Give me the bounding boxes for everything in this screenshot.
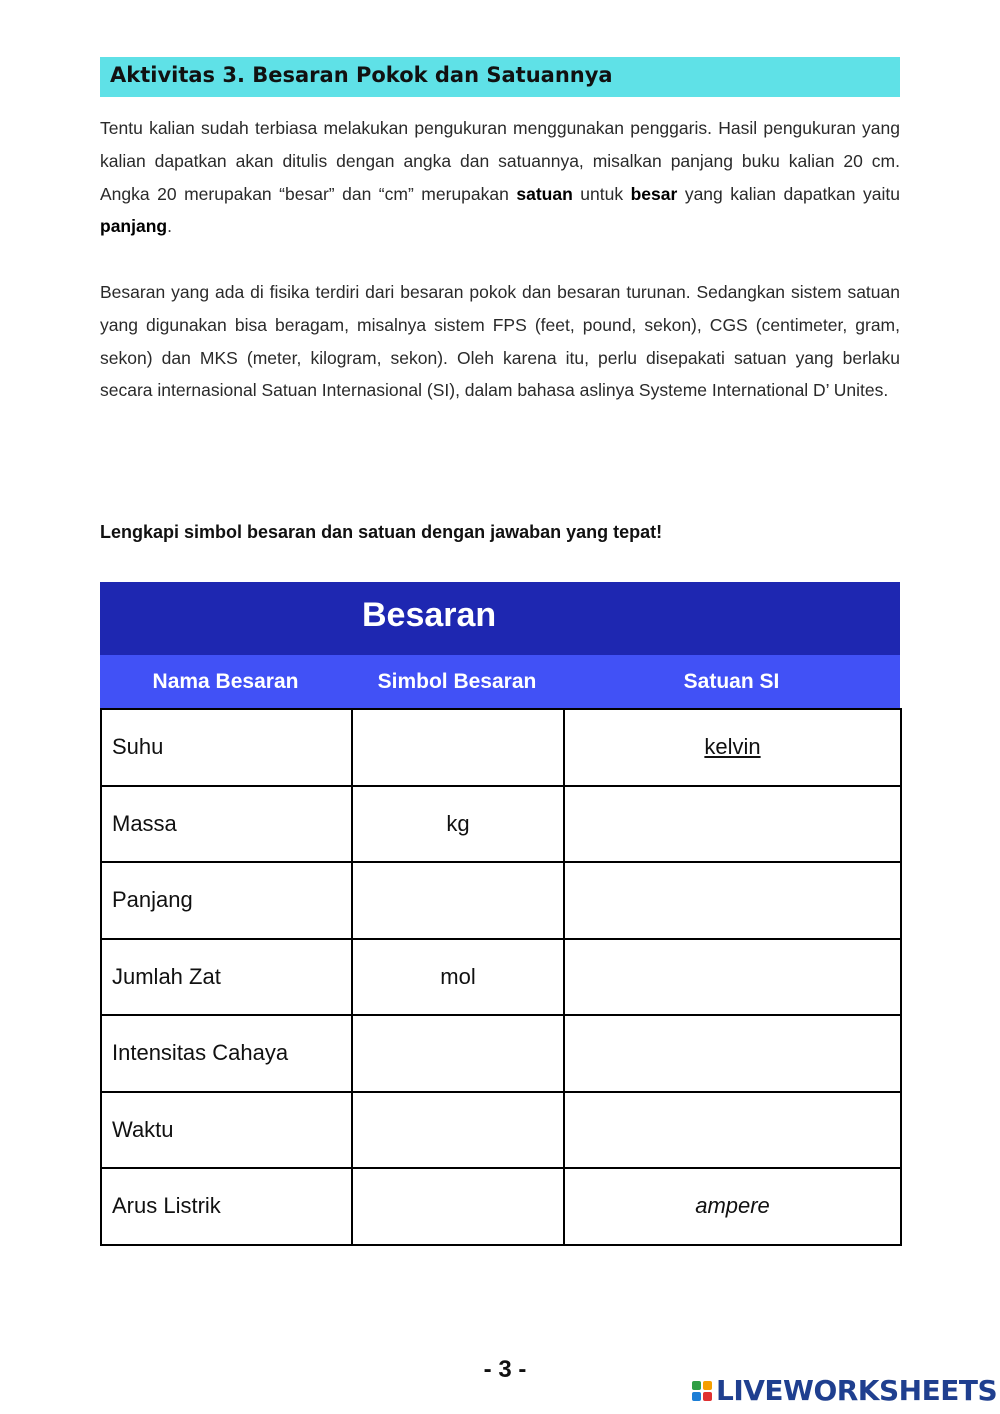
cell-name: Panjang [101, 862, 352, 939]
table-row [101, 786, 901, 863]
logo-square-1 [692, 1381, 701, 1390]
header-satuan-si: Satuan SI [683, 669, 780, 693]
cell-name: Jumlah Zat [101, 939, 352, 1016]
cell-name: Arus Listrik [101, 1168, 352, 1245]
table-title: Besaran [100, 582, 900, 655]
logo-square-4 [703, 1392, 712, 1401]
units-paragraph: Besaran yang ada di fisika terdiri dari besaran pokok dan besaran turunan. Sedangkan sistem satuan yang digunakan bisa beragam, misalnya sistem FPS (feet, pound, sekon), CGS (centimeter, gram, sekon) dan MKS (meter, kilogram, sekon). Oleh karena itu, perlu disepakati satuan yang berlaku secara internasional Satuan Internasional (SI), dalam bahasa aslinya Systeme International D’ Unites. [100, 282, 900, 401]
cell-name: Intensitas Cahaya [101, 1015, 352, 1092]
table-row [101, 939, 901, 1016]
activity-heading: Aktivitas 3. Besaran Pokok dan Satuannya [100, 57, 900, 97]
table-row [101, 1015, 901, 1092]
header-simbol-besaran: Simbol Besaran [377, 669, 537, 693]
cell-symbol: mol [352, 939, 564, 1016]
answer-input-unit[interactable] [564, 862, 901, 939]
header-nama-besaran: Nama Besaran [152, 669, 299, 693]
answer-input-unit[interactable] [564, 786, 901, 863]
cell-name: Suhu [101, 709, 352, 786]
intro-bold-besar: besar [630, 183, 678, 204]
intro-bold-satuan: satuan [516, 183, 573, 204]
intro-bold-panjang: panjang [100, 216, 168, 237]
answer-input-symbol[interactable] [352, 1015, 564, 1092]
instruction-text: Lengkapi simbol besaran dan satuan dengan jawaban yang tepat! [100, 522, 663, 542]
intro-text-1: Tentu kalian sudah terbiasa melakukan pengukuran menggunakan penggaris. Hasil pengukuran yang kalian dapatkan akan ditulis dengan angka dan satuannya, misalkan panjang buku kalian 20 cm. Angka 20 merupakan “besar” dan “cm” merupakan [100, 118, 900, 204]
answer-input-symbol[interactable] [352, 862, 564, 939]
logo-square-3 [692, 1392, 701, 1401]
liveworksheets-logo-icon [692, 1381, 712, 1401]
intro-paragraph [100, 112, 900, 243]
answer-input-symbol[interactable] [352, 709, 564, 786]
answer-input-unit[interactable] [564, 1092, 901, 1169]
brand-name: LIVEWORKSHEETS [716, 1374, 998, 1407]
page-number: - 3 - [483, 1356, 527, 1383]
answer-input-symbol[interactable] [352, 1092, 564, 1169]
cell-unit: ampere [564, 1168, 901, 1245]
besaran-table [100, 582, 900, 1246]
table-row [101, 1168, 901, 1245]
table-body [100, 708, 902, 1246]
table-row [101, 709, 901, 786]
logo-square-2 [703, 1381, 712, 1390]
intro-text-2: untuk [572, 183, 631, 204]
cell-name: Massa [101, 786, 352, 863]
table-row [101, 862, 901, 939]
intro-text-4: . [167, 216, 172, 237]
cell-symbol: kg [352, 786, 564, 863]
answer-input-unit[interactable] [564, 1015, 901, 1092]
intro-text-3: yang kalian dapatkan yaitu [677, 183, 900, 204]
answer-input-unit[interactable] [564, 939, 901, 1016]
cell-unit: kelvin [564, 709, 901, 786]
table-header-row [100, 655, 900, 708]
table-row [101, 1092, 901, 1169]
liveworksheets-brand[interactable] [692, 1374, 997, 1407]
cell-name: Waktu [101, 1092, 352, 1169]
answer-input-symbol[interactable] [352, 1168, 564, 1245]
